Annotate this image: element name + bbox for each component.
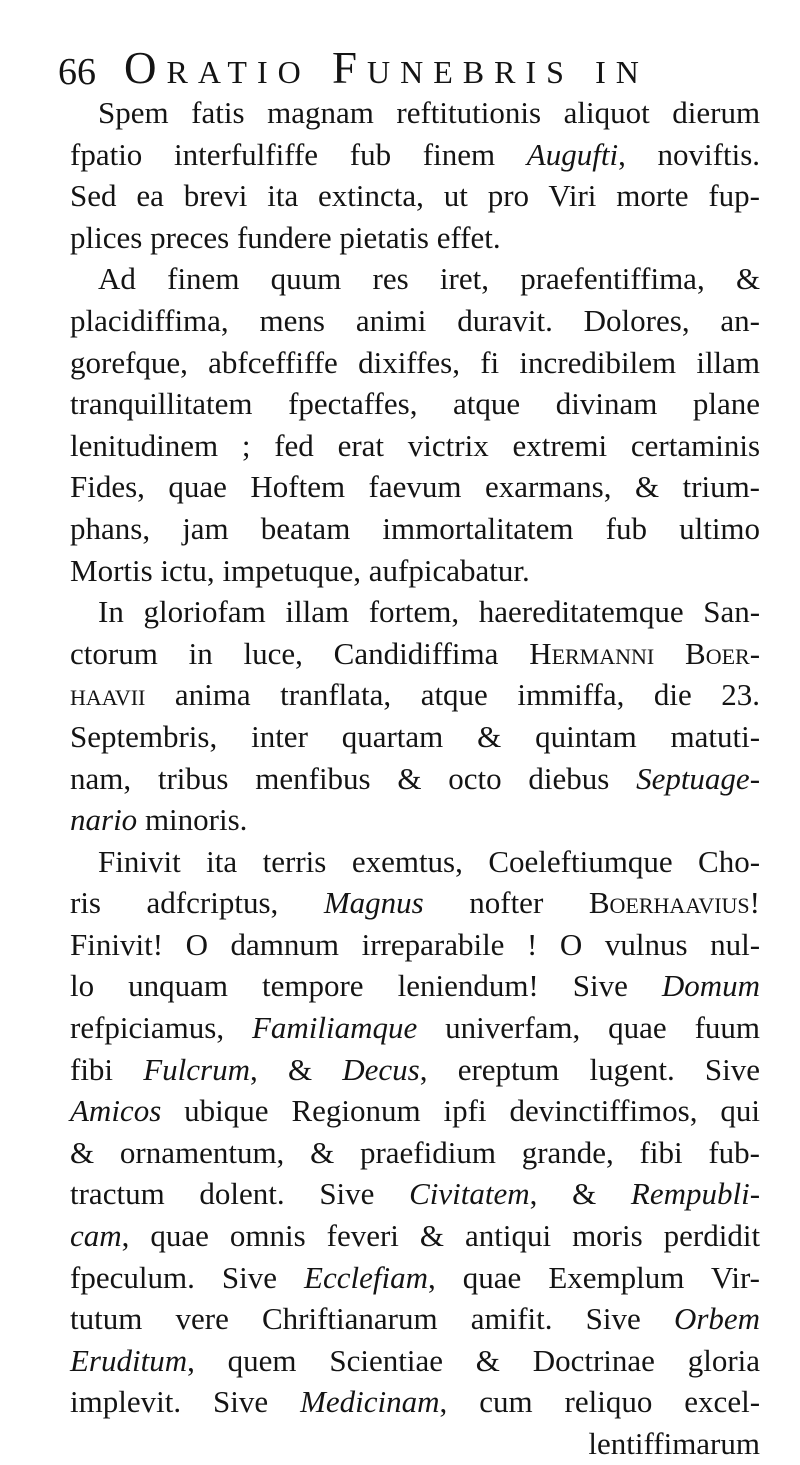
text-line: Septembris, inter quartam & quintam matuti- [70, 718, 761, 754]
text-line: plices preces fundere pietatis effet. [70, 219, 501, 255]
text-line: Ad finem quum res iret, praefentiffima, & [98, 261, 761, 297]
text-line: In gloriofam illam fortem, haereditatemque San- [98, 594, 761, 630]
text-line: Eruditum, quem Scientiae & Doctrinae gloria [70, 1342, 761, 1378]
text-line: ris adfcriptus, Magnus nofter Boerhaavius! [70, 885, 760, 921]
text-line: fibi Fulcrum, & Decus, ereptum lugent. Sive [70, 1051, 761, 1087]
text-line: Sed ea brevi ita extincta, ut pro Viri morte fup- [70, 178, 761, 214]
text-line: refpiciamus, Familiamque univerfam, quae fuum [70, 1010, 760, 1046]
text-line: tractum dolent. Sive Civitatem, & Rempubli- [70, 1176, 761, 1212]
page-number: 66 [58, 51, 96, 93]
text-line: cam, quae omnis feveri & antiqui moris perdidit [70, 1218, 761, 1254]
text-line: phans, jam beatam immortalitatem fub ultimo [70, 510, 761, 546]
text-line: Finivit! O damnum irreparabile ! O vulnus nul- [70, 926, 761, 962]
text-line: & ornamentum, & praefidium grande, fibi fub- [70, 1134, 761, 1170]
text-line: ctorum in luce, Candidiffima Hermanni Boer- [70, 635, 761, 671]
text-line: haavii anima tranflata, atque immiffa, die 23. [70, 677, 761, 713]
text-line: lenitudinem ; fed erat victrix extremi certaminis [70, 427, 761, 463]
body-text [70, 92, 760, 1465]
text-line: Fides, quae Hoftem faevum exarmans, & trium- [70, 469, 761, 505]
running-title: Oratio Funebris in [124, 43, 649, 93]
text-line: lo unquam tempore leniendum! Sive Domum [70, 968, 761, 1004]
text-line: Mortis ictu, impetuque, aufpicabatur. [70, 552, 530, 588]
text-line: nario minoris. [70, 802, 248, 838]
text-line: tutum vere Chriftianarum amifit. Sive Orbem [70, 1301, 761, 1337]
text-line: Spem fatis magnam reftitutionis aliquot dierum [98, 95, 761, 130]
text-line: lentiffimarum [588, 1426, 760, 1461]
text-line: placidiffima, mens animi duravit. Dolores, an- [70, 302, 761, 338]
text-line: tranquillitatem fpectaffes, atque divinam plane [70, 386, 761, 422]
text-line: Finivit ita terris exemtus, Coeleftiumque Cho- [98, 843, 761, 879]
text-line: fpatio interfulfiffe fub finem Augufti, noviftis. [70, 136, 761, 172]
text-line: Amicos ubique Regionum ipfi devinctiffimos, qui [70, 1093, 761, 1129]
text-line: implevit. Sive Medicinam, cum reliquo excel- [70, 1384, 761, 1420]
text-line: gorefque, abfceffiffe dixiffes, fi incredibilem illam [70, 344, 761, 380]
text-line: nam, tribus menfibus & octo diebus Septuage- [70, 760, 761, 796]
text-line: fpeculum. Sive Ecclefiam, quae Exemplum Vir- [70, 1259, 760, 1295]
